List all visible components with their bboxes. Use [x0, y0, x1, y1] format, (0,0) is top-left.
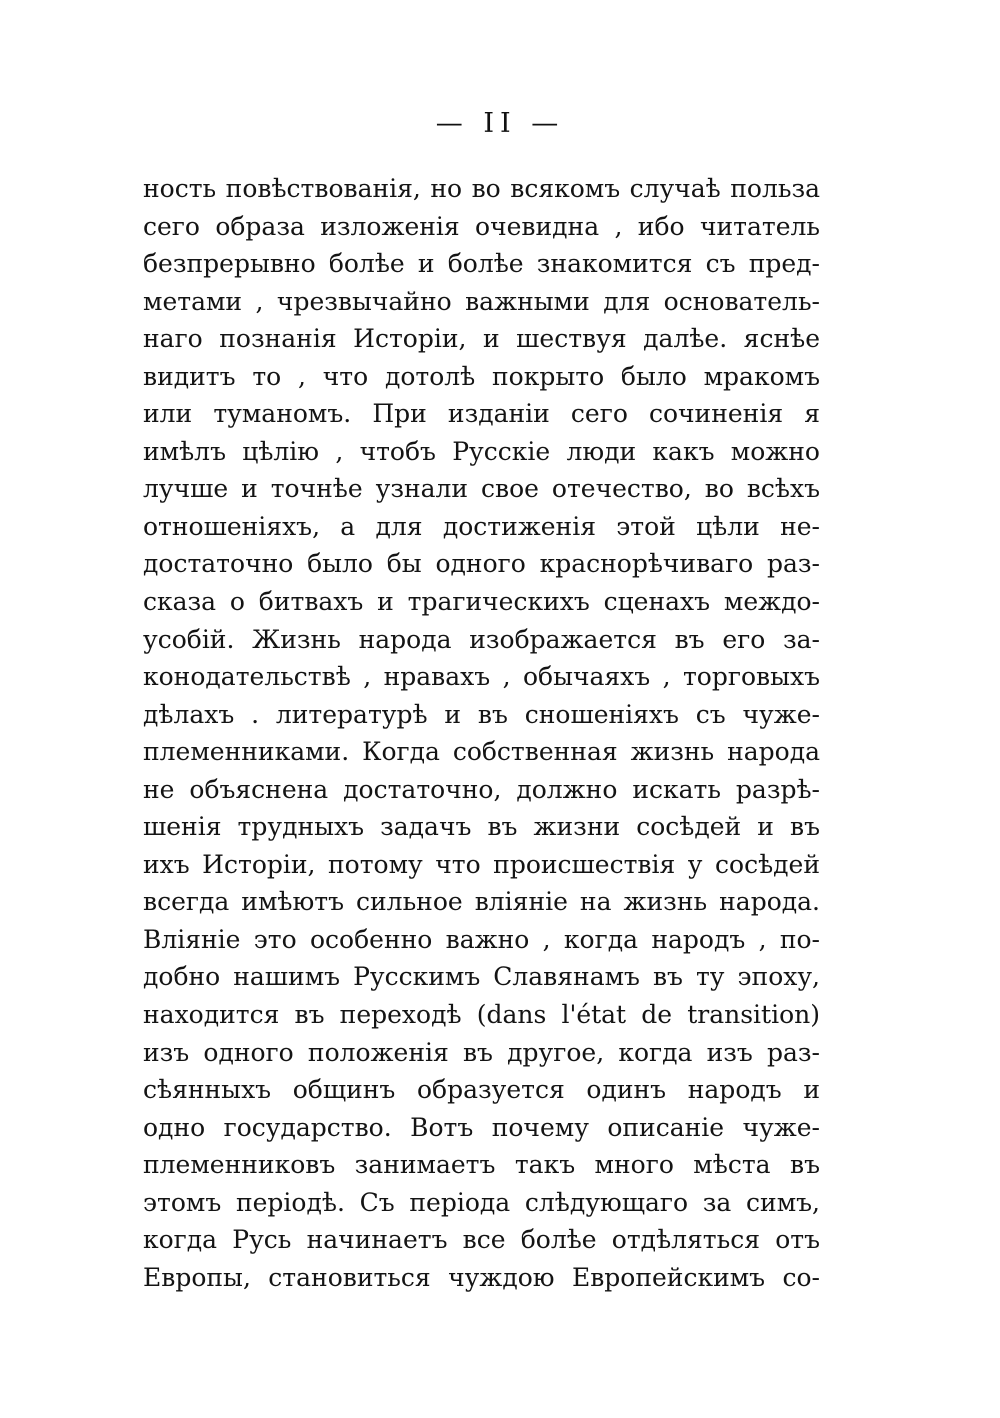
text-line: этомъ періодѣ. Съ періода слѣдующаго за симъ,: [143, 1187, 820, 1217]
text-line: наго познанія Исторіи, и шествуя далѣе. яснѣе: [143, 324, 820, 354]
text-line: шенія трудныхъ задачъ въ жизни сосѣдей и въ: [143, 812, 820, 842]
text-line: Европы, становиться чуждою Европейскимъ со-: [143, 1262, 820, 1292]
page-number-header: — II —: [435, 108, 565, 139]
text-line: сего образа изложенія очевидна , ибо читатель: [143, 211, 820, 241]
text-line: сѣянныхъ общинъ образуется одинъ народъ и: [143, 1075, 820, 1105]
text-line: метами , чрезвычайно важными для основатель-: [143, 286, 820, 316]
text-line: когда Русь начинаетъ все болѣе отдѣляться отъ: [143, 1225, 820, 1255]
text-line: видитъ то , что дотолѣ покрыто было мракомъ: [143, 361, 820, 391]
text-line: всегда имѣютъ сильное вліяніе на жизнь народа.: [143, 887, 820, 917]
text-line: не объяснена достаточно, должно искать разрѣ-: [143, 774, 820, 804]
text-line: находится въ переходѣ (dans l'état de transition): [143, 1000, 820, 1030]
text-line: Вліяніе это особенно важно , когда народъ , по-: [143, 924, 820, 954]
text-line: сказа о битвахъ и трагическихъ сценахъ междо-: [143, 587, 820, 617]
text-line: безпрерывно болѣе и болѣе знакомится съ пред-: [143, 249, 820, 279]
text-line: добно нашимъ Русскимъ Славянамъ въ ту эпоху,: [143, 962, 820, 992]
text-line: отношеніяхъ, а для достиженія этой цѣли не-: [143, 511, 820, 541]
text-line: племенниками. Когда собственная жизнь народа: [143, 737, 820, 767]
text-line: или туманомъ. При изданіи сего сочиненія я: [143, 399, 820, 429]
text-line: ихъ Исторіи, потому что происшествія у сосѣдей: [143, 849, 820, 879]
text-line: одно государство. Вотъ почему описаніе чуже-: [143, 1112, 820, 1142]
text-line: конодательствѣ , нравахъ , обычаяхъ , торговыхъ: [143, 662, 820, 692]
text-line: имѣлъ цѣлію , чтобъ Русскіе люди какъ можно: [143, 436, 820, 466]
text-line: достаточно было бы одного краснорѣчиваго раз-: [143, 549, 820, 579]
text-line: лучше и точнѣе узнали свое отечество, во всѣхъ: [143, 474, 820, 504]
text-line: усобій. Жизнь народа изображается въ его за-: [143, 624, 820, 654]
text-line: дѣлахъ . литературѣ и въ сношеніяхъ съ чуже-: [143, 699, 820, 729]
text-line: ность повѣствованія, но во всякомъ случаѣ польза: [143, 174, 820, 203]
body-text: [143, 170, 820, 1296]
text-line: изъ одного положенія въ другое, когда изъ раз-: [143, 1037, 820, 1067]
text-line: племенниковъ занимаетъ такъ много мѣста въ: [143, 1150, 820, 1180]
